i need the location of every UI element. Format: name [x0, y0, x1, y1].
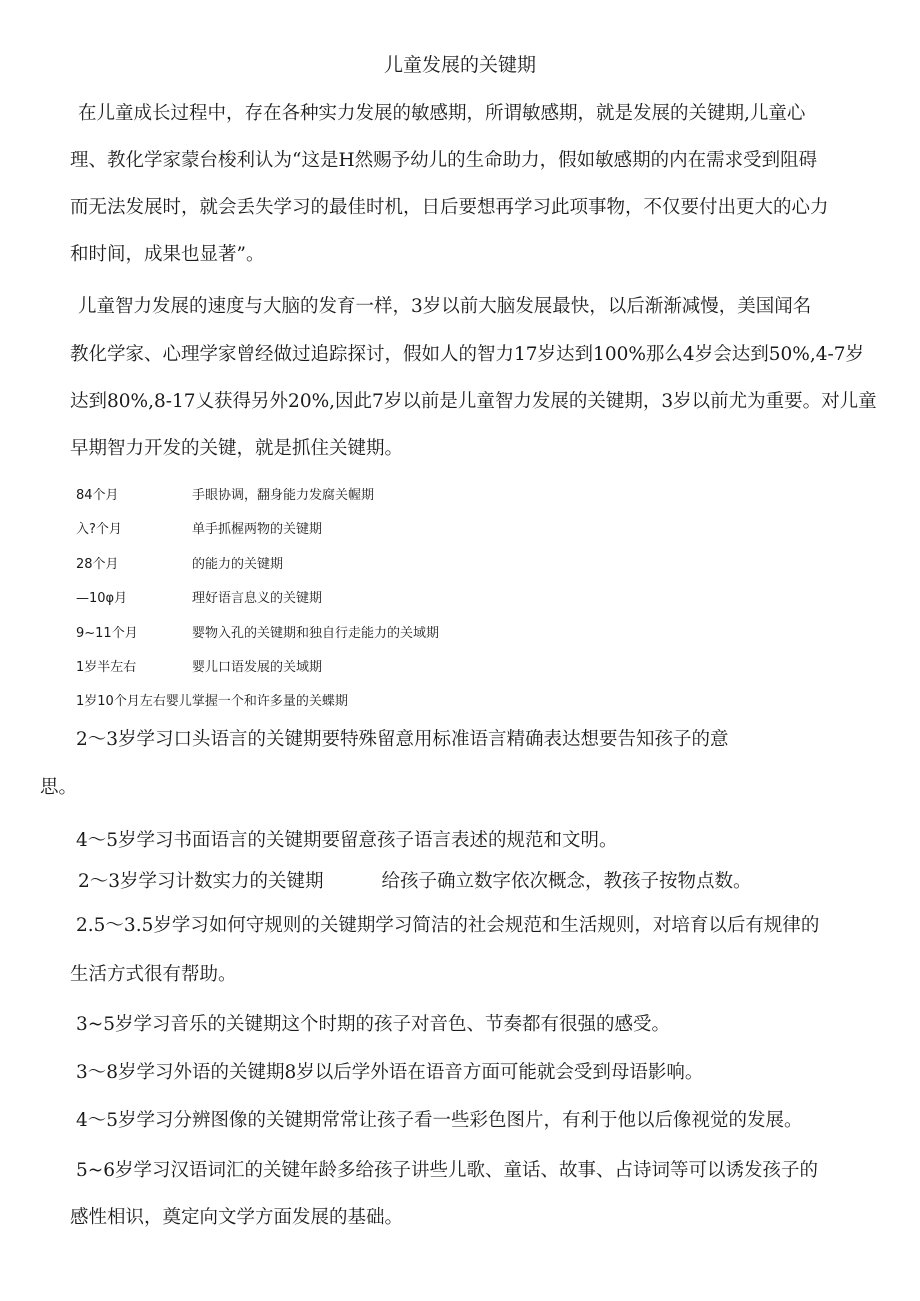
- stage-age: 入?个月: [76, 522, 122, 537]
- image-line: 4～5岁学习分辨图像的关键期常常让孩子看一些彩色图片，有利于他以后像视觉的发展。: [76, 1110, 803, 1131]
- second-line-3: 达到80%,8-17乂获得另外20%,因此7岁以前是儿童智力发展的关键期，3岁以前尤为重要。对儿童: [70, 391, 877, 412]
- counting-line: [78, 867, 752, 893]
- stage-row: [76, 553, 776, 575]
- stage-desc: 单手抓楃两物的关键期: [192, 522, 323, 537]
- music-line: 3~5岁学习音乐的关键期这个时期的孩子对音色、节奏都有很强的感受。: [76, 1014, 671, 1035]
- foreign-line: 3～8岁学习外语的关键期8岁以后学外语在语音方面可能就会受到母语影响。: [76, 1062, 704, 1083]
- stage-desc: 理好语言息义的关键期: [192, 591, 323, 606]
- intro-line-2: 理、教化学家蒙台梭利认为“这是H然赐予幼儿的生命助力，假如敏感期的内在需求受到阻碍: [70, 150, 818, 171]
- counting-part-a: 2～3岁学习计数实力的关键期: [78, 871, 324, 892]
- stage-age: 84个月: [76, 488, 119, 503]
- rules-line-2: 生活方式很有帮助。: [70, 964, 237, 985]
- stage-row-last: [76, 690, 776, 712]
- speech-line-1: 2～3岁学习口头语言的关键期要特殊留意用标准语言精确表达想要告知孩子的意: [76, 729, 729, 750]
- stage-last: 1岁10个月左右婴儿掌握一个和许多量的关蝶期: [76, 694, 348, 709]
- intro-line-4: 和时间，成果也显著”。: [70, 244, 265, 265]
- second-line-4: 早期智力开发的关键，就是抓住关键期。: [70, 438, 404, 459]
- stage-desc: 的能力的关键期: [192, 557, 284, 572]
- stage-age: 9~11个月: [76, 626, 138, 641]
- stage-row: [76, 622, 776, 644]
- second-line-2: 教化学家、心理学家曾经做过追踪探讨，假如人的智力17岁达到100%那么4岁会达到50%,4-7岁: [70, 344, 864, 365]
- stage-age: 1岁半左右: [76, 660, 137, 675]
- vocab-line-2: 感性相识，奠定向文学方面发展的基础。: [70, 1207, 404, 1228]
- stage-desc: 婴儿口语发展的关域期: [192, 660, 323, 675]
- document-title: 儿童发展的关键期: [383, 54, 536, 76]
- stage-age: —10φ月: [76, 591, 128, 606]
- stage-row: [76, 484, 776, 506]
- intro-line-1: 在儿童成长过程中，存在各种实力发展的敏感期，所谓敏感期，就是发展的关键期,儿童心: [78, 103, 806, 124]
- stage-age: 28个月: [76, 557, 119, 572]
- stage-row: [76, 518, 776, 540]
- speech-line-2: 思。: [40, 777, 78, 798]
- written-line: 4～5岁学习书面语言的关键期要留意孩子语言表述的规范和文明。: [76, 830, 618, 851]
- vocab-line-1: 5~6岁学习汉语词汇的关键年龄多给孩子讲些儿歌、童话、故事、占诗词等可以诱发孩子的: [76, 1160, 819, 1181]
- rules-line-1: 2.5～3.5岁学习如何守规则的关键期学习简洁的社会规范和生活规则，对培育以后有规律的: [76, 915, 820, 936]
- stage-desc: 手眼协调，翻身能力发腐关幄期: [192, 488, 375, 503]
- intro-line-3: 而无法发展时，就会丢失学习的最佳时机，日后要想再学习此项事物，不仅要付出更大的心力: [70, 197, 829, 218]
- counting-part-b: 给孩子确立数字依次概念，教孩子按物点数。: [381, 871, 752, 892]
- stage-row: [76, 587, 776, 609]
- stage-desc: 婴物入孔的关键期和独自行走能力的关域期: [192, 626, 440, 641]
- stage-row: [76, 656, 776, 678]
- second-line-1: 儿童智力发展的速度与大脑的发育一样，3岁以前大脑发展最快，以后渐渐减慢，美国闻名: [78, 296, 812, 317]
